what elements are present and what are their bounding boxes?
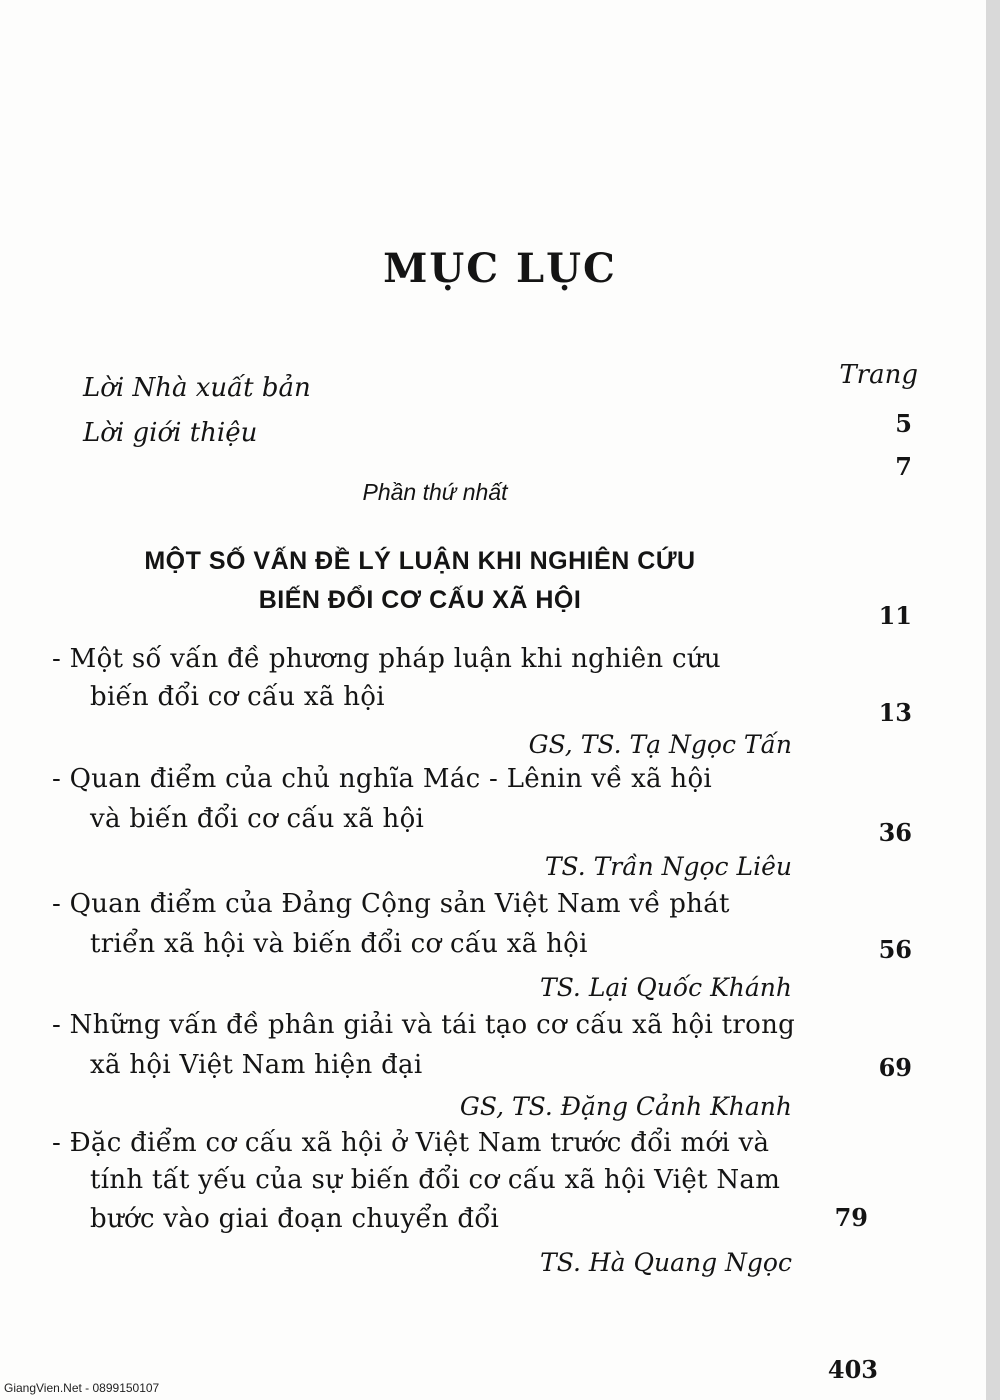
front-matter-page: 7 — [895, 452, 912, 481]
toc-entry-page: 79 — [834, 1203, 868, 1232]
toc-entry-page: 13 — [878, 698, 912, 727]
part-page: 11 — [878, 601, 912, 630]
toc-entry-author: TS. Hà Quang Ngọc — [540, 1248, 792, 1277]
front-matter-page: 5 — [895, 409, 912, 438]
toc-entry-line: và biến đổi cơ cấu xã hội — [90, 804, 425, 834]
part-subtitle: Phần thứ nhất — [362, 479, 508, 505]
part-title-line: BIẾN ĐỔI CƠ CẤU XÃ HỘI — [258, 586, 582, 614]
toc-entry-line: triển xã hội và biến đổi cơ cấu xã hội — [90, 929, 588, 959]
toc-entry-page: 69 — [878, 1053, 912, 1082]
toc-entry-line: - Một số vấn đề phương pháp luận khi nghiên cứu — [52, 644, 721, 674]
toc-entry-author: GS, TS. Đặng Cảnh Khanh — [459, 1092, 792, 1121]
toc-entry-line: - Quan điểm của chủ nghĩa Mác - Lênin về xã hội — [52, 764, 713, 794]
toc-entry-line: biến đổi cơ cấu xã hội — [90, 682, 385, 712]
watermark: GiangVien.Net - 0899150107 — [4, 1381, 160, 1395]
toc-entry-author: TS. Lại Quốc Khánh — [540, 973, 792, 1002]
page-number: 403 — [827, 1355, 878, 1384]
toc-entry-author: GS, TS. Tạ Ngọc Tấn — [528, 730, 792, 759]
toc-entry-line: - Quan điểm của Đảng Cộng sản Việt Nam về phát — [52, 889, 730, 919]
toc-entry-line: - Đặc điểm cơ cấu xã hội ở Việt Nam trước đổi mới và — [52, 1128, 770, 1158]
toc-entry-page: 36 — [878, 818, 912, 847]
toc-entry-line: tính tất yếu của sự biến đổi cơ cấu xã hội Việt Nam — [90, 1165, 781, 1195]
toc-entry-line: - Những vấn đề phân giải và tái tạo cơ cấu xã hội trong — [52, 1010, 796, 1040]
front-matter-title: Lời giới thiệu — [83, 418, 258, 448]
page-title: MỤC LỤC — [383, 245, 617, 292]
toc-entry-author: TS. Trần Ngọc Liêu — [544, 852, 792, 881]
part-title-line: MỘT SỐ VẤN ĐỀ LÝ LUẬN KHI NGHIÊN CỨU — [144, 547, 696, 575]
toc-entry-line: xã hội Việt Nam hiện đại — [90, 1050, 423, 1080]
page-column-label: Trang — [839, 360, 918, 390]
toc-entry-line: bước vào giai đoạn chuyển đổi — [90, 1204, 500, 1234]
toc-entry-page: 56 — [878, 935, 912, 964]
front-matter-title: Lời Nhà xuất bản — [83, 373, 311, 403]
